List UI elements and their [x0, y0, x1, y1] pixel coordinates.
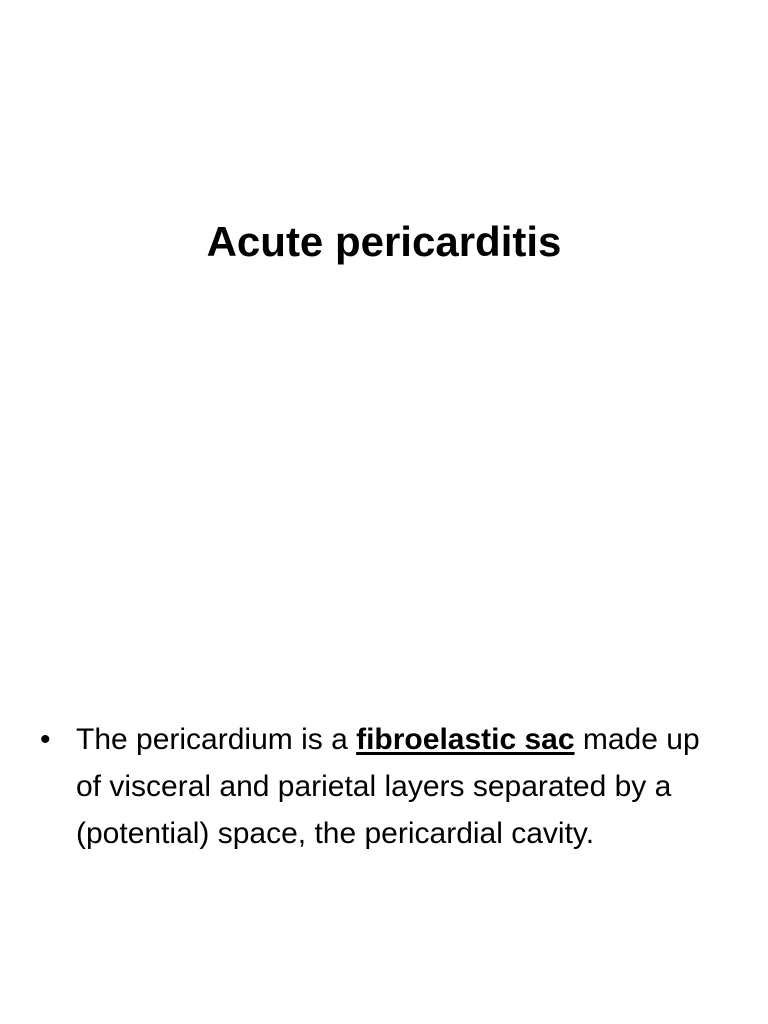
slide-title: Acute pericarditis — [206, 218, 562, 265]
bullet-emphasis: fibroelastic sac — [356, 723, 575, 756]
bullet-list — [40, 716, 730, 857]
bullet-text-before: The pericardium is a — [76, 723, 357, 756]
bullet-item — [40, 716, 730, 857]
bullet-text-after: made up of visceral and parietal layers separated by a (potential) space, the pericardial cavity. — [76, 723, 700, 850]
bullet-dot-icon: • — [40, 723, 51, 756]
